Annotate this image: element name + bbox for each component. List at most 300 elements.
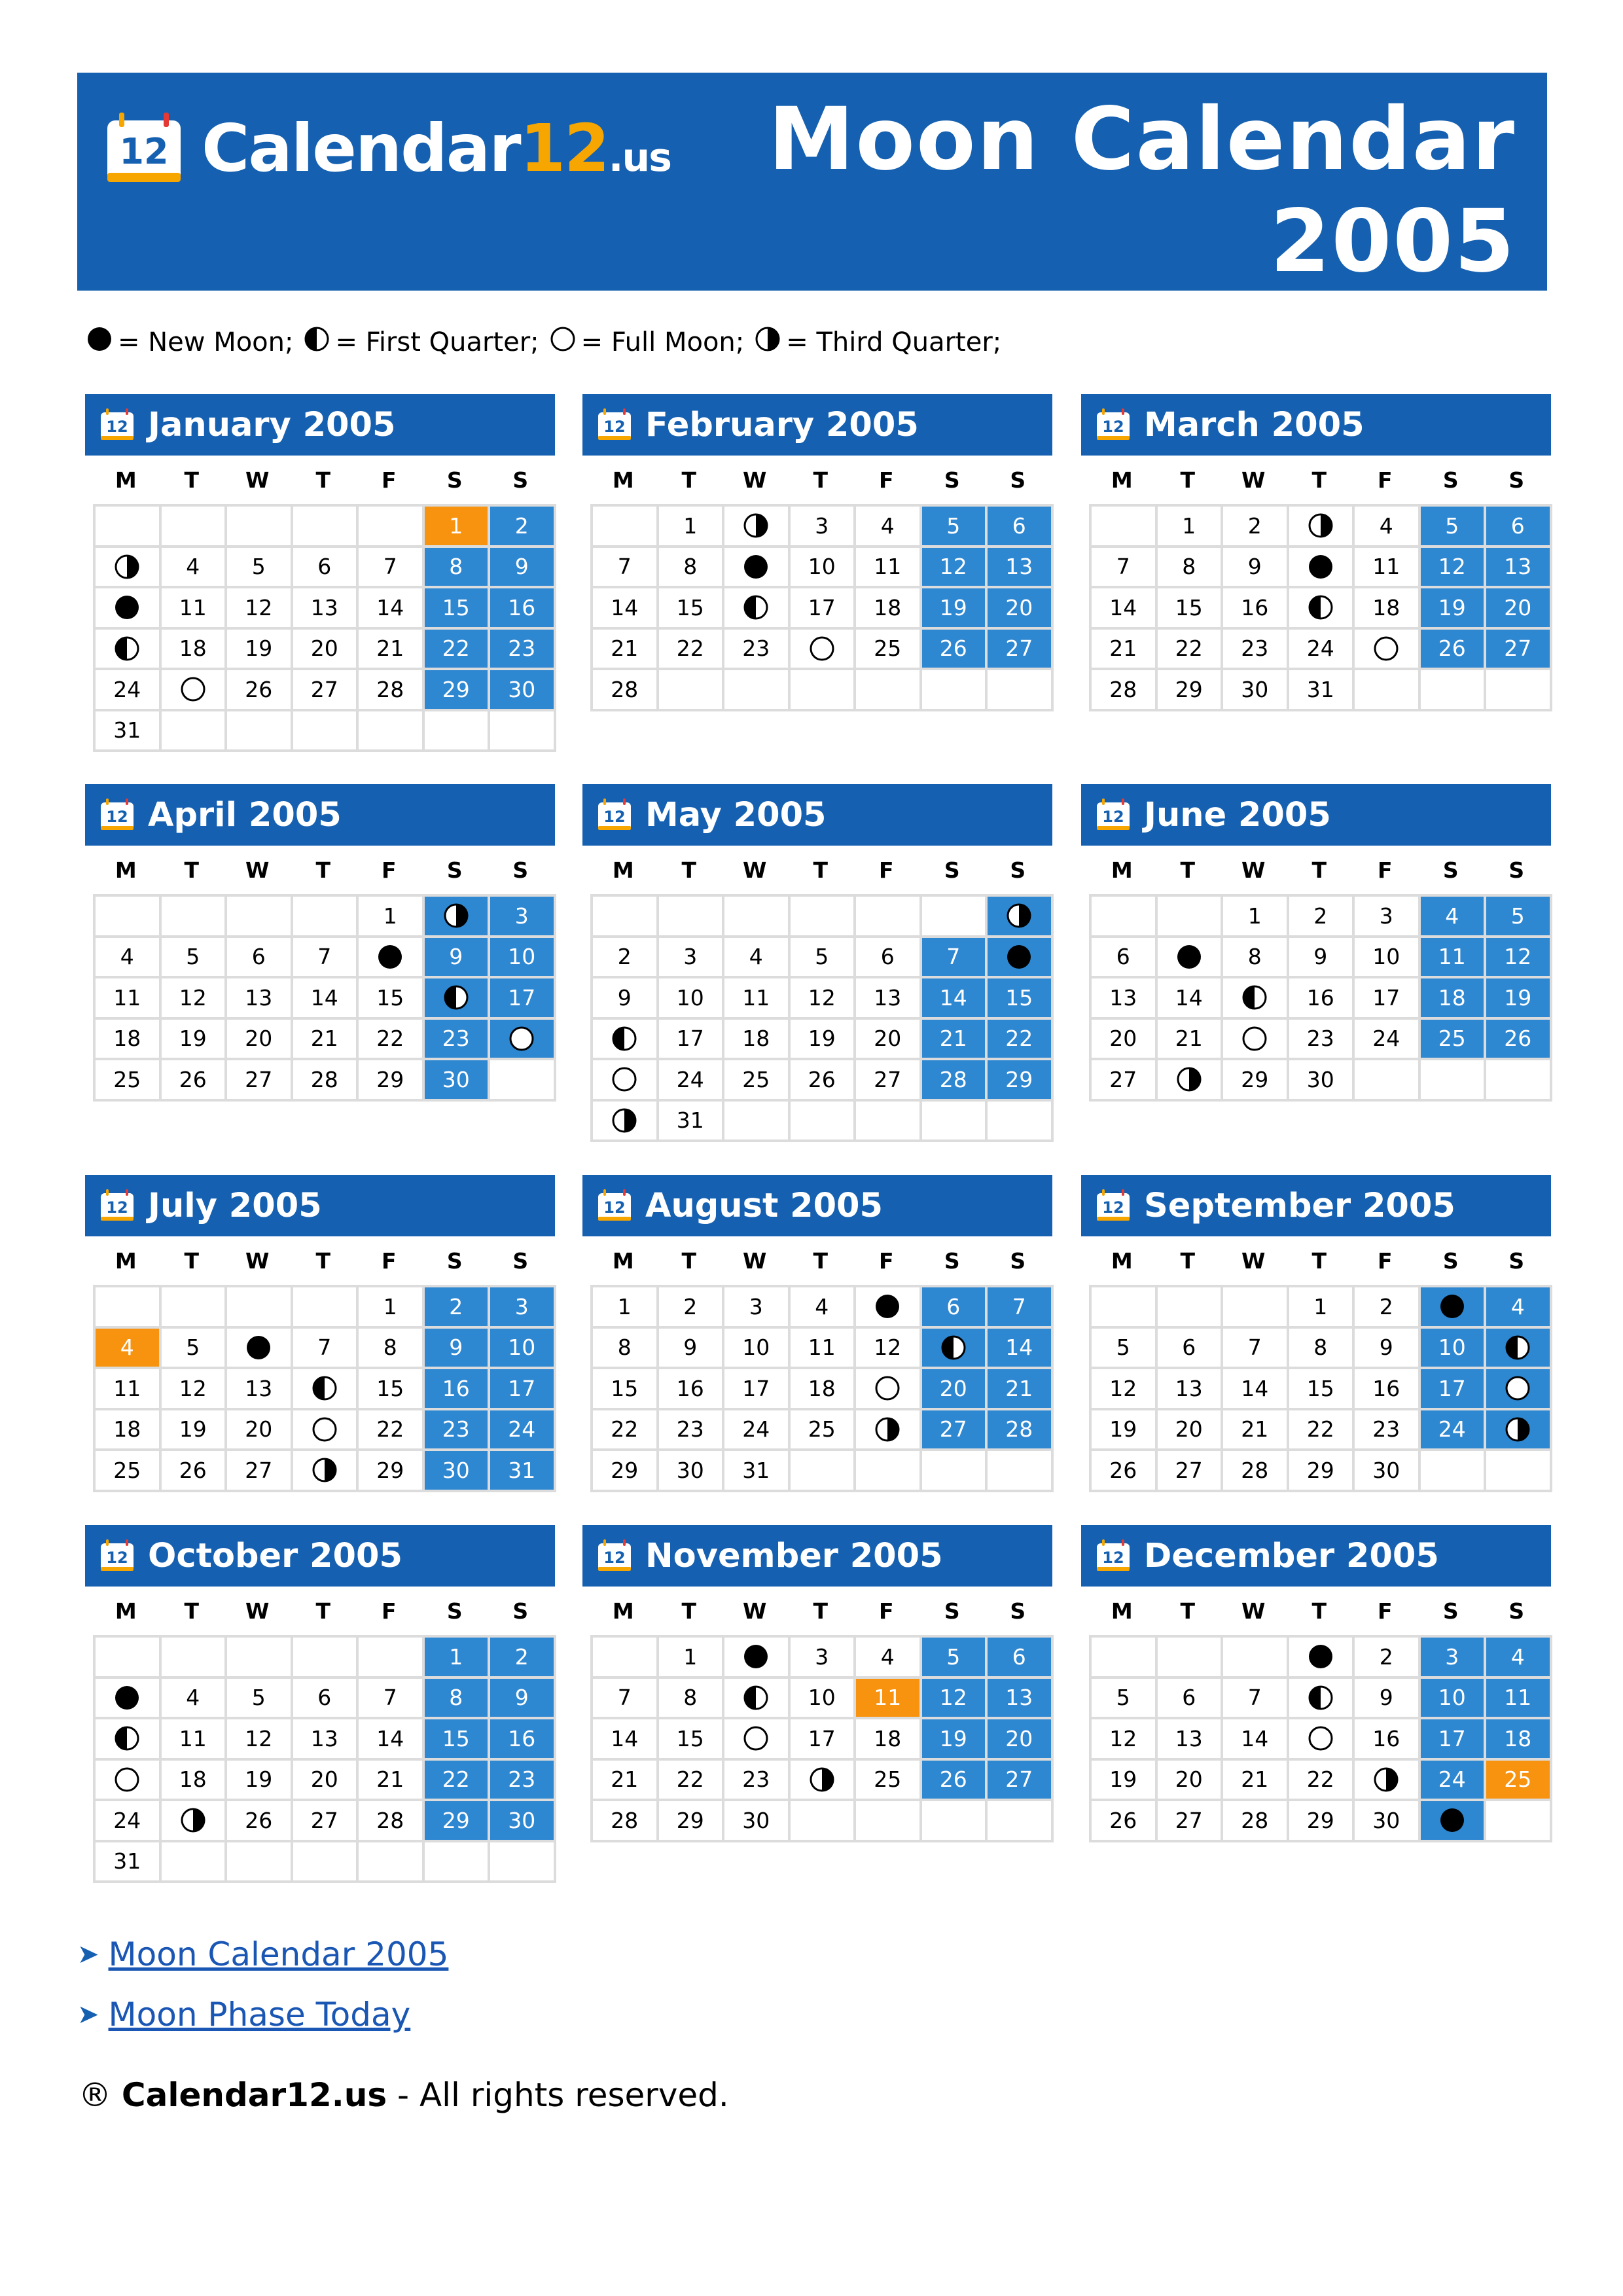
day-cell[interactable] [490, 1020, 556, 1061]
day-cell[interactable] [162, 1369, 228, 1410]
day-cell[interactable] [359, 1451, 425, 1492]
day-cell[interactable] [293, 1410, 359, 1452]
day-cell[interactable] [227, 670, 293, 711]
day-cell[interactable] [1486, 1410, 1552, 1452]
day-cell[interactable] [425, 670, 491, 711]
day-cell[interactable] [659, 1369, 725, 1410]
day-cell[interactable] [1486, 507, 1552, 548]
day-cell[interactable] [162, 630, 228, 671]
day-cell[interactable] [1355, 1410, 1421, 1452]
day-cell[interactable] [856, 1638, 922, 1679]
day-cell[interactable] [490, 978, 556, 1020]
day-cell[interactable] [593, 548, 659, 589]
day-cell[interactable] [791, 1679, 857, 1720]
day-cell[interactable] [659, 1451, 725, 1492]
day-cell[interactable] [1223, 630, 1289, 671]
day-cell[interactable] [922, 1638, 988, 1679]
day-cell[interactable] [1289, 588, 1355, 630]
day-cell[interactable] [988, 1719, 1054, 1761]
site-logo[interactable] [105, 108, 671, 189]
day-cell[interactable] [1486, 1369, 1552, 1410]
day-cell[interactable] [856, 548, 922, 589]
day-cell[interactable] [425, 1020, 491, 1061]
day-cell[interactable] [425, 1761, 491, 1802]
day-cell[interactable] [791, 630, 857, 671]
day-cell[interactable] [293, 1451, 359, 1492]
day-cell[interactable] [162, 1451, 228, 1492]
day-cell[interactable] [1289, 1369, 1355, 1410]
day-cell[interactable] [988, 978, 1054, 1020]
day-cell[interactable] [425, 1287, 491, 1329]
day-cell[interactable] [1289, 548, 1355, 589]
day-cell[interactable] [1158, 978, 1224, 1020]
day-cell[interactable] [856, 1020, 922, 1061]
day-cell[interactable] [1355, 630, 1421, 671]
day-cell[interactable] [96, 670, 162, 711]
day-cell[interactable] [227, 1060, 293, 1102]
day-cell[interactable] [1223, 1801, 1289, 1842]
day-cell[interactable] [293, 1801, 359, 1842]
day-cell[interactable] [1158, 1369, 1224, 1410]
day-cell[interactable] [1486, 1761, 1552, 1802]
day-cell[interactable] [162, 548, 228, 589]
day-cell[interactable] [1289, 630, 1355, 671]
day-cell[interactable] [227, 1329, 293, 1370]
day-cell[interactable] [227, 1451, 293, 1492]
day-cell[interactable] [922, 1287, 988, 1329]
day-cell[interactable] [922, 1679, 988, 1720]
day-cell[interactable] [659, 1060, 725, 1102]
day-cell[interactable] [96, 1719, 162, 1761]
day-cell[interactable] [659, 1761, 725, 1802]
day-cell[interactable] [659, 938, 725, 979]
day-cell[interactable] [659, 1719, 725, 1761]
day-cell[interactable] [922, 1060, 988, 1102]
day-cell[interactable] [425, 1410, 491, 1452]
day-cell[interactable] [359, 1801, 425, 1842]
day-cell[interactable] [96, 1679, 162, 1720]
day-cell[interactable] [1486, 938, 1552, 979]
day-cell[interactable] [856, 1719, 922, 1761]
day-cell[interactable] [359, 588, 425, 630]
day-cell[interactable] [1289, 1638, 1355, 1679]
day-cell[interactable] [227, 1369, 293, 1410]
day-cell[interactable] [293, 1761, 359, 1802]
day-cell[interactable] [490, 548, 556, 589]
day-cell[interactable] [922, 1410, 988, 1452]
day-cell[interactable] [724, 1410, 791, 1452]
day-cell[interactable] [1486, 1020, 1552, 1061]
day-cell[interactable] [1289, 1329, 1355, 1370]
day-cell[interactable] [227, 588, 293, 630]
day-cell[interactable] [227, 1801, 293, 1842]
day-cell[interactable] [1421, 1410, 1487, 1452]
day-cell[interactable] [659, 1801, 725, 1842]
day-cell[interactable] [724, 1719, 791, 1761]
day-cell[interactable] [922, 548, 988, 589]
day-cell[interactable] [988, 1369, 1054, 1410]
day-cell[interactable] [1092, 1410, 1158, 1452]
day-cell[interactable] [1421, 1020, 1487, 1061]
day-cell[interactable] [988, 938, 1054, 979]
day-cell[interactable] [1092, 1369, 1158, 1410]
day-cell[interactable] [659, 630, 725, 671]
day-cell[interactable] [96, 1451, 162, 1492]
day-cell[interactable] [593, 978, 659, 1020]
day-cell[interactable] [988, 1410, 1054, 1452]
day-cell[interactable] [162, 1329, 228, 1370]
day-cell[interactable] [593, 1020, 659, 1061]
day-cell[interactable] [425, 1801, 491, 1842]
day-cell[interactable] [227, 1410, 293, 1452]
day-cell[interactable] [593, 1102, 659, 1143]
day-cell[interactable] [1421, 507, 1487, 548]
day-cell[interactable] [1092, 1801, 1158, 1842]
day-cell[interactable] [359, 1287, 425, 1329]
day-cell[interactable] [1421, 1638, 1487, 1679]
day-cell[interactable] [490, 1410, 556, 1452]
day-cell[interactable] [791, 1020, 857, 1061]
day-cell[interactable] [490, 1369, 556, 1410]
day-cell[interactable] [1092, 1719, 1158, 1761]
day-cell[interactable] [1486, 1638, 1552, 1679]
day-cell[interactable] [162, 1020, 228, 1061]
day-cell[interactable] [724, 1679, 791, 1720]
day-cell[interactable] [1421, 1369, 1487, 1410]
day-cell[interactable] [1355, 1638, 1421, 1679]
day-cell[interactable] [856, 938, 922, 979]
day-cell[interactable] [1289, 938, 1355, 979]
day-cell[interactable] [1355, 978, 1421, 1020]
day-cell[interactable] [490, 1287, 556, 1329]
day-cell[interactable] [922, 1329, 988, 1370]
day-cell[interactable] [593, 1329, 659, 1370]
day-cell[interactable] [988, 507, 1054, 548]
day-cell[interactable] [1355, 1020, 1421, 1061]
day-cell[interactable] [1223, 1020, 1289, 1061]
day-cell[interactable] [724, 630, 791, 671]
day-cell[interactable] [96, 1020, 162, 1061]
day-cell[interactable] [791, 1329, 857, 1370]
day-cell[interactable] [724, 1801, 791, 1842]
day-cell[interactable] [856, 588, 922, 630]
day-cell[interactable] [490, 897, 556, 938]
day-cell[interactable] [490, 1801, 556, 1842]
day-cell[interactable] [593, 670, 659, 711]
day-cell[interactable] [490, 670, 556, 711]
day-cell[interactable] [1158, 1761, 1224, 1802]
day-cell[interactable] [1421, 978, 1487, 1020]
day-cell[interactable] [490, 1719, 556, 1761]
day-cell[interactable] [162, 1761, 228, 1802]
day-cell[interactable] [490, 588, 556, 630]
day-cell[interactable] [96, 1060, 162, 1102]
day-cell[interactable] [490, 630, 556, 671]
day-cell[interactable] [791, 1060, 857, 1102]
day-cell[interactable] [593, 1719, 659, 1761]
day-cell[interactable] [227, 978, 293, 1020]
day-cell[interactable] [359, 630, 425, 671]
day-cell[interactable] [659, 1287, 725, 1329]
day-cell[interactable] [724, 1287, 791, 1329]
day-cell[interactable] [1158, 630, 1224, 671]
day-cell[interactable] [659, 1329, 725, 1370]
day-cell[interactable] [1421, 588, 1487, 630]
day-cell[interactable] [1421, 548, 1487, 589]
day-cell[interactable] [1223, 1329, 1289, 1370]
day-cell[interactable] [922, 938, 988, 979]
day-cell[interactable] [1158, 1060, 1224, 1102]
day-cell[interactable] [659, 1020, 725, 1061]
day-cell[interactable] [724, 1369, 791, 1410]
day-cell[interactable] [659, 588, 725, 630]
day-cell[interactable] [1223, 507, 1289, 548]
day-cell[interactable] [1223, 588, 1289, 630]
day-cell[interactable] [1355, 897, 1421, 938]
day-cell[interactable] [593, 1369, 659, 1410]
day-cell[interactable] [856, 630, 922, 671]
day-cell[interactable] [988, 588, 1054, 630]
day-cell[interactable] [1223, 670, 1289, 711]
day-cell[interactable] [359, 1761, 425, 1802]
day-cell[interactable] [96, 548, 162, 589]
day-cell[interactable] [227, 548, 293, 589]
day-cell[interactable] [227, 630, 293, 671]
day-cell[interactable] [988, 630, 1054, 671]
day-cell[interactable] [1223, 1761, 1289, 1802]
day-cell[interactable] [724, 978, 791, 1020]
day-cell[interactable] [1289, 1060, 1355, 1102]
day-cell[interactable] [490, 507, 556, 548]
day-cell[interactable] [922, 1761, 988, 1802]
day-cell[interactable] [1223, 978, 1289, 1020]
day-cell[interactable] [1092, 978, 1158, 1020]
day-cell[interactable] [988, 1638, 1054, 1679]
day-cell[interactable] [96, 978, 162, 1020]
day-cell[interactable] [96, 1410, 162, 1452]
day-cell[interactable] [1289, 1287, 1355, 1329]
day-cell[interactable] [1486, 1679, 1552, 1720]
day-cell[interactable] [227, 1679, 293, 1720]
day-cell[interactable] [96, 588, 162, 630]
day-cell[interactable] [856, 1761, 922, 1802]
day-cell[interactable] [1421, 1801, 1487, 1842]
day-cell[interactable] [1486, 588, 1552, 630]
day-cell[interactable] [1421, 1761, 1487, 1802]
day-cell[interactable] [988, 1761, 1054, 1802]
day-cell[interactable] [724, 548, 791, 589]
day-cell[interactable] [359, 1410, 425, 1452]
day-cell[interactable] [425, 1719, 491, 1761]
day-cell[interactable] [425, 1451, 491, 1492]
day-cell[interactable] [425, 1679, 491, 1720]
day-cell[interactable] [922, 978, 988, 1020]
day-cell[interactable] [1421, 1329, 1487, 1370]
day-cell[interactable] [162, 670, 228, 711]
day-cell[interactable] [162, 1679, 228, 1720]
day-cell[interactable] [1092, 670, 1158, 711]
day-cell[interactable] [1289, 1679, 1355, 1720]
day-cell[interactable] [359, 1369, 425, 1410]
day-cell[interactable] [162, 1410, 228, 1452]
day-cell[interactable] [856, 1060, 922, 1102]
day-cell[interactable] [791, 507, 857, 548]
day-cell[interactable] [659, 1102, 725, 1143]
day-cell[interactable] [1421, 897, 1487, 938]
day-cell[interactable] [724, 588, 791, 630]
day-cell[interactable] [293, 1329, 359, 1370]
day-cell[interactable] [227, 938, 293, 979]
day-cell[interactable] [1158, 1801, 1224, 1842]
day-cell[interactable] [96, 1801, 162, 1842]
day-cell[interactable] [791, 1761, 857, 1802]
day-cell[interactable] [593, 938, 659, 979]
day-cell[interactable] [1355, 548, 1421, 589]
day-cell[interactable] [593, 1060, 659, 1102]
day-cell[interactable] [988, 897, 1054, 938]
day-cell[interactable] [293, 548, 359, 589]
day-cell[interactable] [490, 1761, 556, 1802]
day-cell[interactable] [791, 938, 857, 979]
day-cell[interactable] [96, 1329, 162, 1370]
day-cell[interactable] [1355, 1761, 1421, 1802]
day-cell[interactable] [988, 1329, 1054, 1370]
day-cell[interactable] [1289, 670, 1355, 711]
day-cell[interactable] [1158, 1679, 1224, 1720]
day-cell[interactable] [922, 507, 988, 548]
day-cell[interactable] [359, 1679, 425, 1720]
day-cell[interactable] [1486, 548, 1552, 589]
day-cell[interactable] [96, 938, 162, 979]
day-cell[interactable] [1092, 1020, 1158, 1061]
day-cell[interactable] [359, 1329, 425, 1370]
day-cell[interactable] [293, 1060, 359, 1102]
day-cell[interactable] [659, 548, 725, 589]
day-cell[interactable] [1092, 1679, 1158, 1720]
day-cell[interactable] [1289, 1020, 1355, 1061]
day-cell[interactable] [791, 1638, 857, 1679]
day-cell[interactable] [724, 1638, 791, 1679]
day-cell[interactable] [724, 1329, 791, 1370]
day-cell[interactable] [1092, 1329, 1158, 1370]
day-cell[interactable] [359, 978, 425, 1020]
day-cell[interactable] [1223, 1679, 1289, 1720]
day-cell[interactable] [293, 1719, 359, 1761]
day-cell[interactable] [593, 1287, 659, 1329]
day-cell[interactable] [1223, 548, 1289, 589]
day-cell[interactable] [856, 1369, 922, 1410]
day-cell[interactable] [425, 978, 491, 1020]
day-cell[interactable] [293, 1679, 359, 1720]
day-cell[interactable] [1486, 978, 1552, 1020]
day-cell[interactable] [1289, 1719, 1355, 1761]
day-cell[interactable] [227, 1020, 293, 1061]
day-cell[interactable] [1289, 1410, 1355, 1452]
day-cell[interactable] [293, 1369, 359, 1410]
day-cell[interactable] [490, 1679, 556, 1720]
day-cell[interactable] [922, 588, 988, 630]
day-cell[interactable] [1158, 938, 1224, 979]
day-cell[interactable] [593, 630, 659, 671]
day-cell[interactable] [1421, 630, 1487, 671]
day-cell[interactable] [988, 1287, 1054, 1329]
day-cell[interactable] [1092, 630, 1158, 671]
day-cell[interactable] [1486, 630, 1552, 671]
day-cell[interactable] [425, 938, 491, 979]
day-cell[interactable] [791, 588, 857, 630]
day-cell[interactable] [791, 1410, 857, 1452]
day-cell[interactable] [1158, 588, 1224, 630]
day-cell[interactable] [162, 1060, 228, 1102]
day-cell[interactable] [425, 1060, 491, 1102]
day-cell[interactable] [1355, 938, 1421, 979]
day-cell[interactable] [791, 1287, 857, 1329]
day-cell[interactable] [1158, 1719, 1224, 1761]
day-cell[interactable] [791, 978, 857, 1020]
day-cell[interactable] [1289, 978, 1355, 1020]
day-cell[interactable] [1355, 1679, 1421, 1720]
moon-phase-today-link[interactable]: Moon Phase Today [108, 1996, 411, 2034]
day-cell[interactable] [1421, 1287, 1487, 1329]
day-cell[interactable] [1158, 548, 1224, 589]
day-cell[interactable] [1158, 1410, 1224, 1452]
day-cell[interactable] [425, 1369, 491, 1410]
day-cell[interactable] [856, 1329, 922, 1370]
day-cell[interactable] [659, 1410, 725, 1452]
day-cell[interactable] [1486, 897, 1552, 938]
day-cell[interactable] [1092, 1060, 1158, 1102]
day-cell[interactable] [359, 1060, 425, 1102]
day-cell[interactable] [359, 897, 425, 938]
day-cell[interactable] [96, 1842, 162, 1884]
day-cell[interactable] [724, 1451, 791, 1492]
day-cell[interactable] [1223, 1451, 1289, 1492]
day-cell[interactable] [856, 1410, 922, 1452]
day-cell[interactable] [96, 711, 162, 753]
day-cell[interactable] [856, 978, 922, 1020]
day-cell[interactable] [922, 1020, 988, 1061]
day-cell[interactable] [724, 1060, 791, 1102]
day-cell[interactable] [1158, 507, 1224, 548]
day-cell[interactable] [856, 507, 922, 548]
day-cell[interactable] [791, 1719, 857, 1761]
day-cell[interactable] [593, 588, 659, 630]
day-cell[interactable] [1158, 670, 1224, 711]
day-cell[interactable] [1355, 1369, 1421, 1410]
day-cell[interactable] [162, 938, 228, 979]
day-cell[interactable] [227, 1761, 293, 1802]
day-cell[interactable] [1289, 1451, 1355, 1492]
day-cell[interactable] [1486, 1287, 1552, 1329]
day-cell[interactable] [425, 630, 491, 671]
day-cell[interactable] [1092, 588, 1158, 630]
day-cell[interactable] [1355, 1801, 1421, 1842]
day-cell[interactable] [1223, 938, 1289, 979]
day-cell[interactable] [1421, 938, 1487, 979]
day-cell[interactable] [1223, 1060, 1289, 1102]
day-cell[interactable] [359, 1020, 425, 1061]
day-cell[interactable] [162, 1801, 228, 1842]
day-cell[interactable] [162, 978, 228, 1020]
day-cell[interactable] [856, 1287, 922, 1329]
day-cell[interactable] [1355, 1451, 1421, 1492]
day-cell[interactable] [359, 1719, 425, 1761]
day-cell[interactable] [359, 938, 425, 979]
day-cell[interactable] [293, 978, 359, 1020]
day-cell[interactable] [1355, 1329, 1421, 1370]
day-cell[interactable] [1223, 897, 1289, 938]
day-cell[interactable] [659, 507, 725, 548]
